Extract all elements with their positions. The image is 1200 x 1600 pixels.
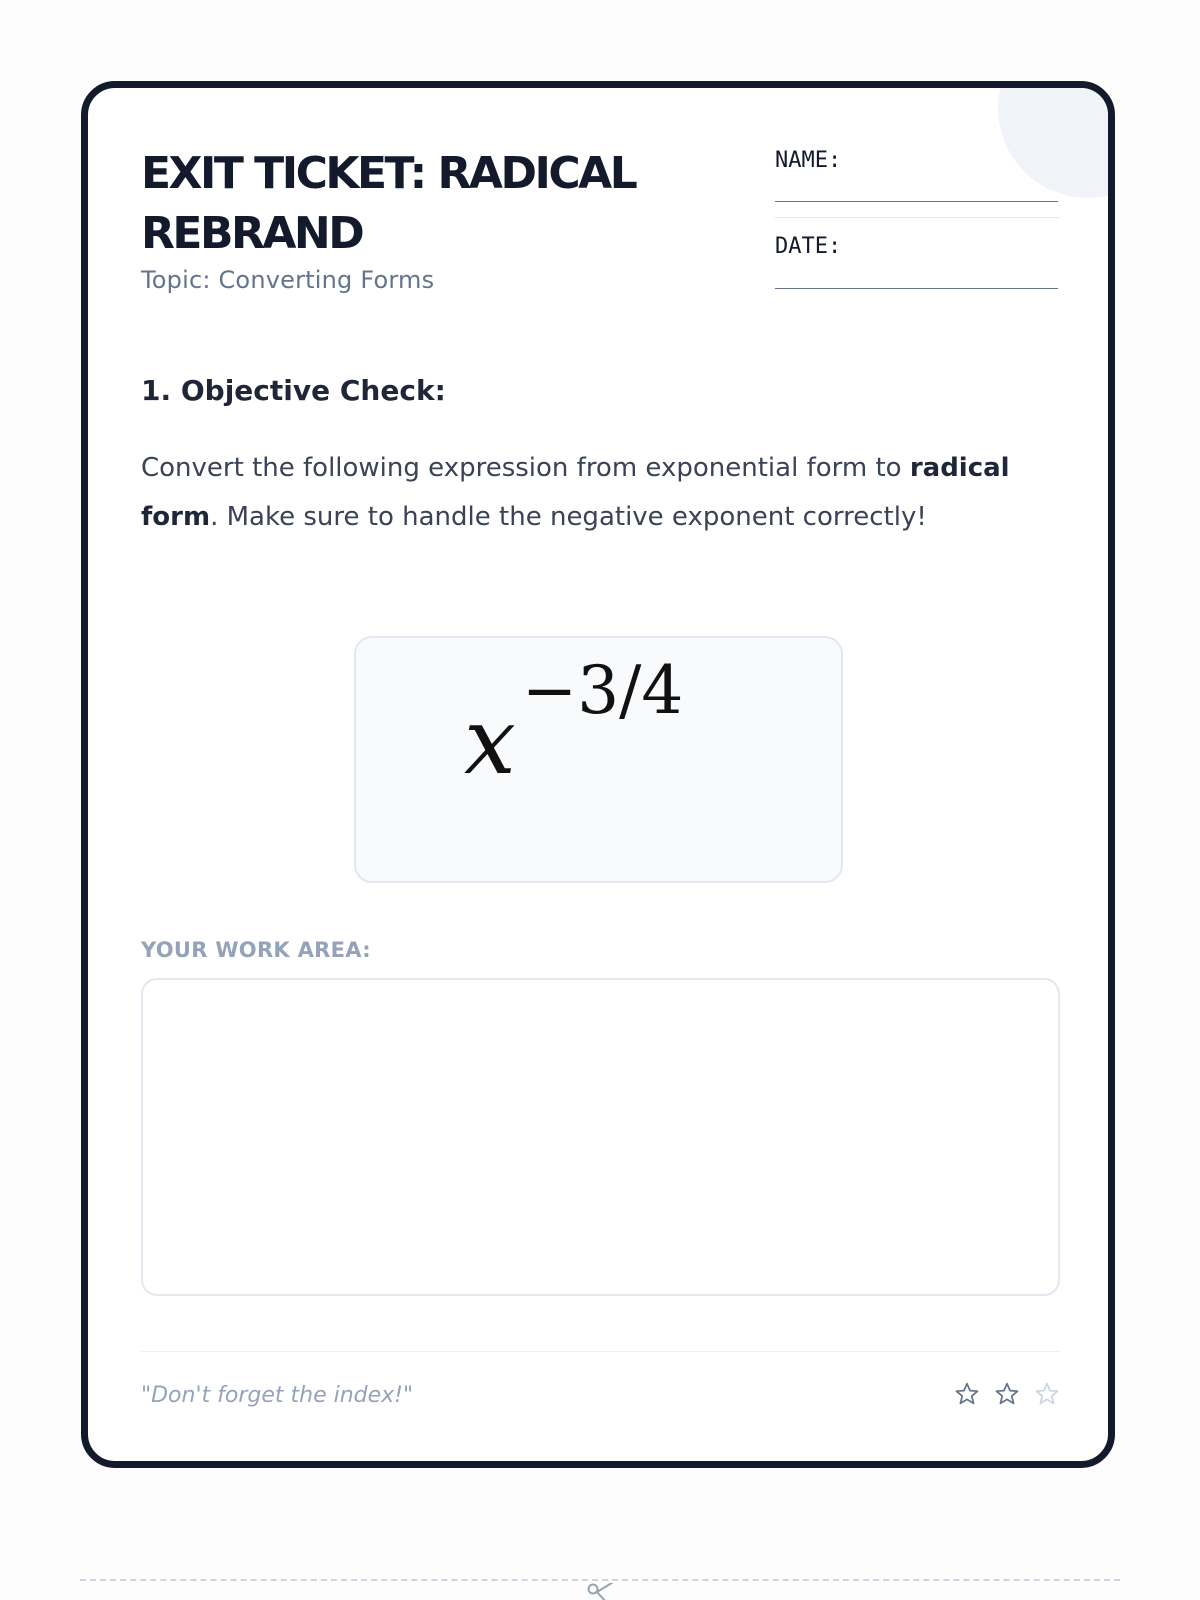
expression-exponent: −3/4 — [521, 652, 684, 729]
instructions-text-after: . Make sure to handle the negative exponent correctly! — [210, 502, 927, 532]
expression-base: x — [464, 688, 516, 795]
instructions-bold-term: radical form — [141, 453, 1010, 532]
star-outline-icon[interactable] — [1034, 1381, 1060, 1407]
corner-decoration — [998, 81, 1115, 198]
cut-line — [80, 1579, 1120, 1581]
name-separator — [775, 217, 1060, 218]
exit-ticket-card — [81, 81, 1115, 1468]
rating-stars — [954, 1381, 1060, 1407]
name-field-line[interactable] — [775, 201, 1058, 202]
question-heading: 1. Objective Check: — [141, 374, 446, 407]
work-area-box[interactable] — [141, 978, 1060, 1296]
scissors-icon — [585, 1583, 619, 1600]
topic-subtitle: Topic: Converting Forms — [141, 266, 435, 294]
question-instructions — [141, 444, 1021, 542]
star-outline-icon[interactable] — [954, 1381, 980, 1407]
hint-quote: "Don't forget the index!" — [141, 1383, 414, 1408]
expression-box — [354, 636, 843, 883]
name-label: NAME: — [775, 148, 842, 173]
work-area-label: YOUR WORK AREA: — [141, 938, 371, 962]
instructions-text-before: Convert the following expression from exponential form to — [141, 453, 910, 483]
math-expression — [464, 652, 684, 795]
ticket-title: EXIT TICKET: RADICAL REBRAND — [141, 148, 636, 259]
date-label: DATE: — [775, 234, 842, 259]
date-field-line[interactable] — [775, 288, 1058, 289]
footer-divider — [141, 1351, 1060, 1352]
star-outline-icon[interactable] — [994, 1381, 1020, 1407]
